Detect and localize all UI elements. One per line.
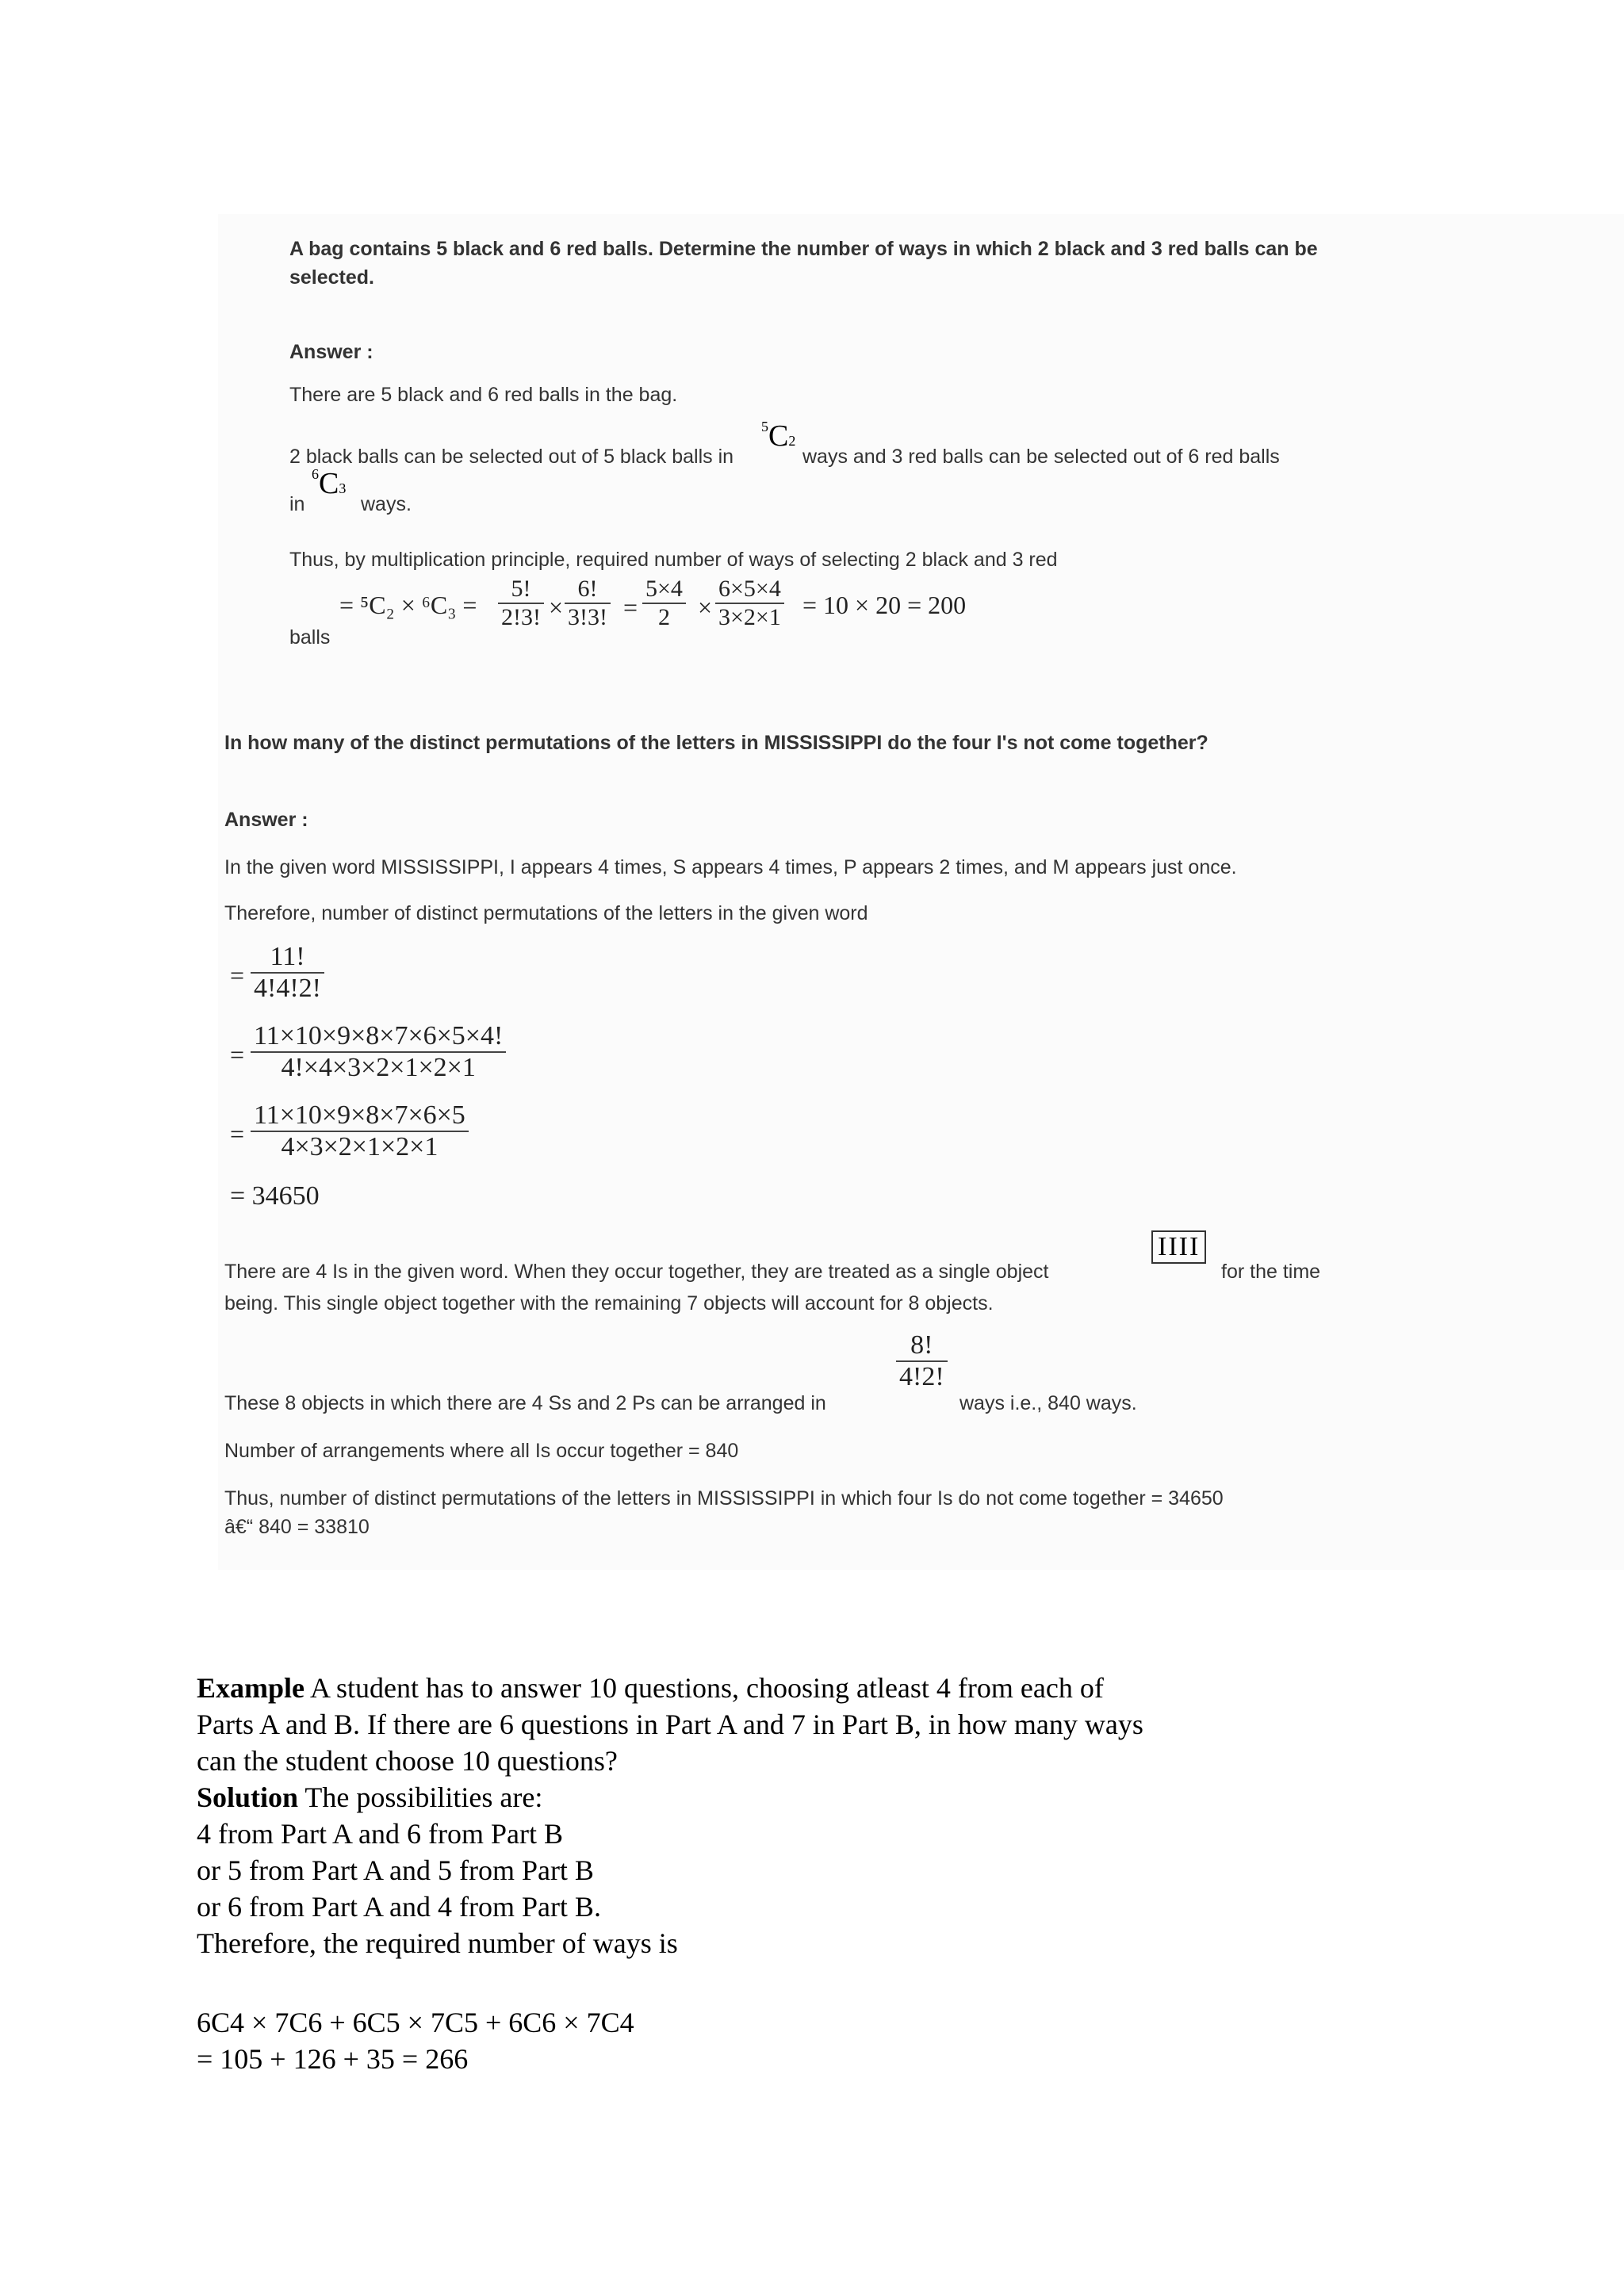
q1-f3-den: 2 [657,604,670,630]
q2-expr-3 [251,1100,469,1162]
q1-f1-num: 5! [498,576,544,604]
q1-line2a: 2 black balls can be selected out of 5 black balls in [289,446,734,468]
q2-line4: being. This single object together with the remaining 7 objects will account for 8 objects. [224,1292,994,1314]
q2-e1-num: 11! [251,942,324,974]
q2-e2-den: 4!×4×3×2×1×2×1 [281,1053,476,1082]
q2-line2: Therefore, number of distinct permutations of the letters in the given word [224,902,868,924]
q2-line3a: There are 4 Is in the given word. When they occur together, they are treated as a single object [224,1261,1049,1283]
q2-line1: In the given word MISSISSIPPI, I appears 4 times, S appears 4 times, P appears 2 times, and M appears just once. [224,856,1237,878]
iiii-box: IIII [1151,1230,1206,1264]
q2-e1-den: 4!4!2! [254,974,321,1003]
therefore-line: Therefore, the required number of ways is [197,1927,678,1959]
q2-frac-8 [896,1330,948,1392]
q1-line1: There are 5 black and 6 red balls in the bag. [289,384,678,406]
q2-line8: â€“ 840 = 33810 [224,1516,370,1538]
q2-eq-2: = [230,1040,245,1069]
q2-e2-num: 11×10×9×8×7×6×5×4! [251,1021,506,1053]
calc-line-1: 6C4 × 7C6 + 6C5 × 7C5 + 6C6 × 7C4 [197,2007,634,2038]
solution-line [197,1779,542,1816]
solution-text: The possibilities are: [298,1781,543,1813]
q2-line5a: These 8 objects in which there are 4 Ss and 2 Ps can be arranged in [224,1392,826,1414]
q2-eq-1: = [230,961,245,989]
combination-5c2 [761,419,795,453]
example-line2: Parts A and B. If there are 6 questions in Part A and 7 in Part B, in how many ways [197,1709,1143,1740]
q1-line3b: ways. [361,493,412,515]
c1-main: C [768,419,789,453]
q1-frac-2 [565,576,611,631]
q1-line3a: in [289,493,305,515]
q1-question-cont: selected. [289,266,375,289]
possibility-3: or 6 from Part A and 4 from Part B. [197,1891,601,1923]
c2-main: C [319,467,339,500]
q1-answer-label: Answer : [289,341,373,363]
solution-label: Solution [197,1781,299,1813]
q1-eq-1: = [623,593,638,622]
q1-expr-end: = 10 × 20 = 200 [802,591,967,619]
q2-answer-label: Answer : [224,809,308,831]
q2-expr-1 [251,942,324,1004]
q1-f4-num: 6×5×4 [715,576,784,604]
q2-line7: Thus, number of distinct permutations of the letters in MISSISSIPPI in which four Is do not come together = 34650 [224,1487,1224,1510]
q2-e3-den: 4×3×2×1×2×1 [281,1132,439,1161]
calc-line-2: = 105 + 126 + 35 = 266 [197,2043,469,2075]
q1-f2-den: 3!3! [568,604,607,630]
q1-f1-den: 2!3! [501,604,541,630]
example-text1: A student has to answer 10 questions, choosing atleast 4 from each of [304,1672,1104,1704]
q1-frac-1 [498,576,544,631]
q2-f-num: 8! [896,1330,948,1362]
q1-question: A bag contains 5 black and 6 red balls. Determine the number of ways in which 2 black and 3 red balls can be [289,238,1318,260]
q1-f4-den: 3×2×1 [718,604,781,630]
q1-f2-num: 6! [565,576,611,604]
q2-question: In how many of the distinct permutations of the letters in MISSISSIPPI do the four I's not come together? [224,732,1208,754]
possibility-2: or 5 from Part A and 5 from Part B [197,1854,594,1886]
q1-frac-3 [642,576,686,631]
c1-sub: 2 [788,433,796,449]
q1-line2b: ways and 3 red balls can be selected out of 6 red balls [802,446,1280,468]
c2-sub: 3 [339,480,347,496]
q2-expr-2 [251,1021,506,1083]
q2-f-den: 4!2! [899,1362,944,1391]
c2-sup: 6 [312,466,319,482]
q1-line4: Thus, by multiplication principle, required number of ways of selecting 2 black and 3 red [289,549,1058,571]
q1-balls-label: balls [289,626,331,649]
q2-eq-3: = [230,1119,245,1148]
combination-6c3 [312,466,346,501]
q2-e3-num: 11×10×9×8×7×6×5 [251,1100,469,1132]
q1-times-1: × [549,593,564,622]
example-line3: can the student choose 10 questions? [197,1745,618,1777]
q2-line3b: for the time [1221,1261,1321,1283]
example-label: Example [197,1672,305,1704]
q2-result: = 34650 [230,1181,320,1211]
q1-frac-4 [715,576,784,631]
q1-times-2: × [698,593,713,622]
q1-f3-num: 5×4 [642,576,686,604]
q2-line5b: ways i.e., 840 ways. [959,1392,1137,1414]
c1-sup: 5 [761,419,768,434]
q2-line6: Number of arrangements where all Is occur together = 840 [224,1440,739,1462]
q1-expr-start: = ⁵C₂ × ⁶C₃ = [339,591,477,619]
possibility-1: 4 from Part A and 6 from Part B [197,1818,563,1850]
example-line1 [197,1670,1104,1706]
